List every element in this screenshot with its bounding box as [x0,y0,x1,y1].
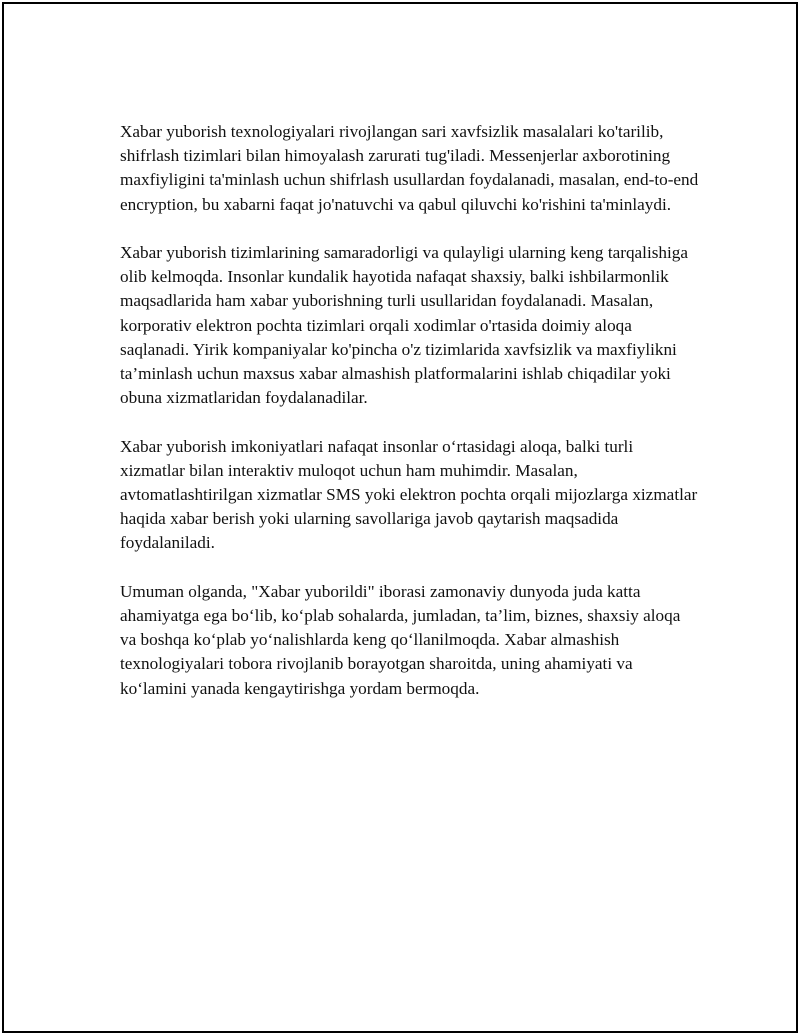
paragraph-services: Xabar yuborish imkoniyatlari nafaqat insonlar o‘rtasidagi aloqa, balki turli xizmatlar bilan interaktiv muloqot uchun ham muhimdir. Masalan, avtomatlashtirilgan xizmatlar SMS yoki elektron pochta orqali mijozlarga xizmatlar haqida xabar berish yoki ularning savollariga javob qaytarish maqsadida foydalaniladi. [120,436,698,553]
document-body [120,120,700,725]
paragraph-security: Xabar yuborish texnologiyalari rivojlangan sari xavfsizlik masalalari ko'tarilib, shifrlash tizimlari bilan himoyalash zarurati tug'iladi. Messenjerlar axborotining maxfiyligini ta'minlash uchun shifrlash usullardan foydalanadi, masalan, end-to-end encryption, bu xabarni faqat jo'natuvchi va qabul qiluvchi ko'rishini ta'minlaydi. [120,122,699,214]
paragraph-efficiency: Xabar yuborish tizimlarining samaradorligi va qulayligi ularning keng tarqalishiga olib kelmoqda. Insonlar kundalik hayotida nafaqat shaxsiy, balki ishbilarmonlik maqsadlarida ham xabar yuborishning turli usullaridan foydalanadi. Masalan, korporativ elektron pochta tizimlari orqali xodimlar o'rtasida doimiy aloqa saqlanadi. Yirik kompaniyalar ko'pincha o'z tizimlarida xavfsizlik va maxfiylikni ta’minlash uchun maxsus xabar almashish platformalarini ishlab chiqadilar yoki obuna xizmatlaridan foydalanadilar. [120,243,688,408]
paragraph-conclusion: Umuman olganda, "Xabar yuborildi" iborasi zamonaviy dunyoda juda katta ahamiyatga ega bo‘lib, ko‘plab sohalarda, jumladan, ta’lim, biznes, shaxsiy aloqa va boshqa ko‘plab yo‘nalishlarda keng qo‘llanilmoqda. Xabar almashish texnologiyalari tobora rivojlanib borayotgan sharoitda, uning ahamiyati va ko‘lamini yanada kengaytirishga yordam bermoqda. [120,581,681,698]
document-page [2,2,798,1033]
